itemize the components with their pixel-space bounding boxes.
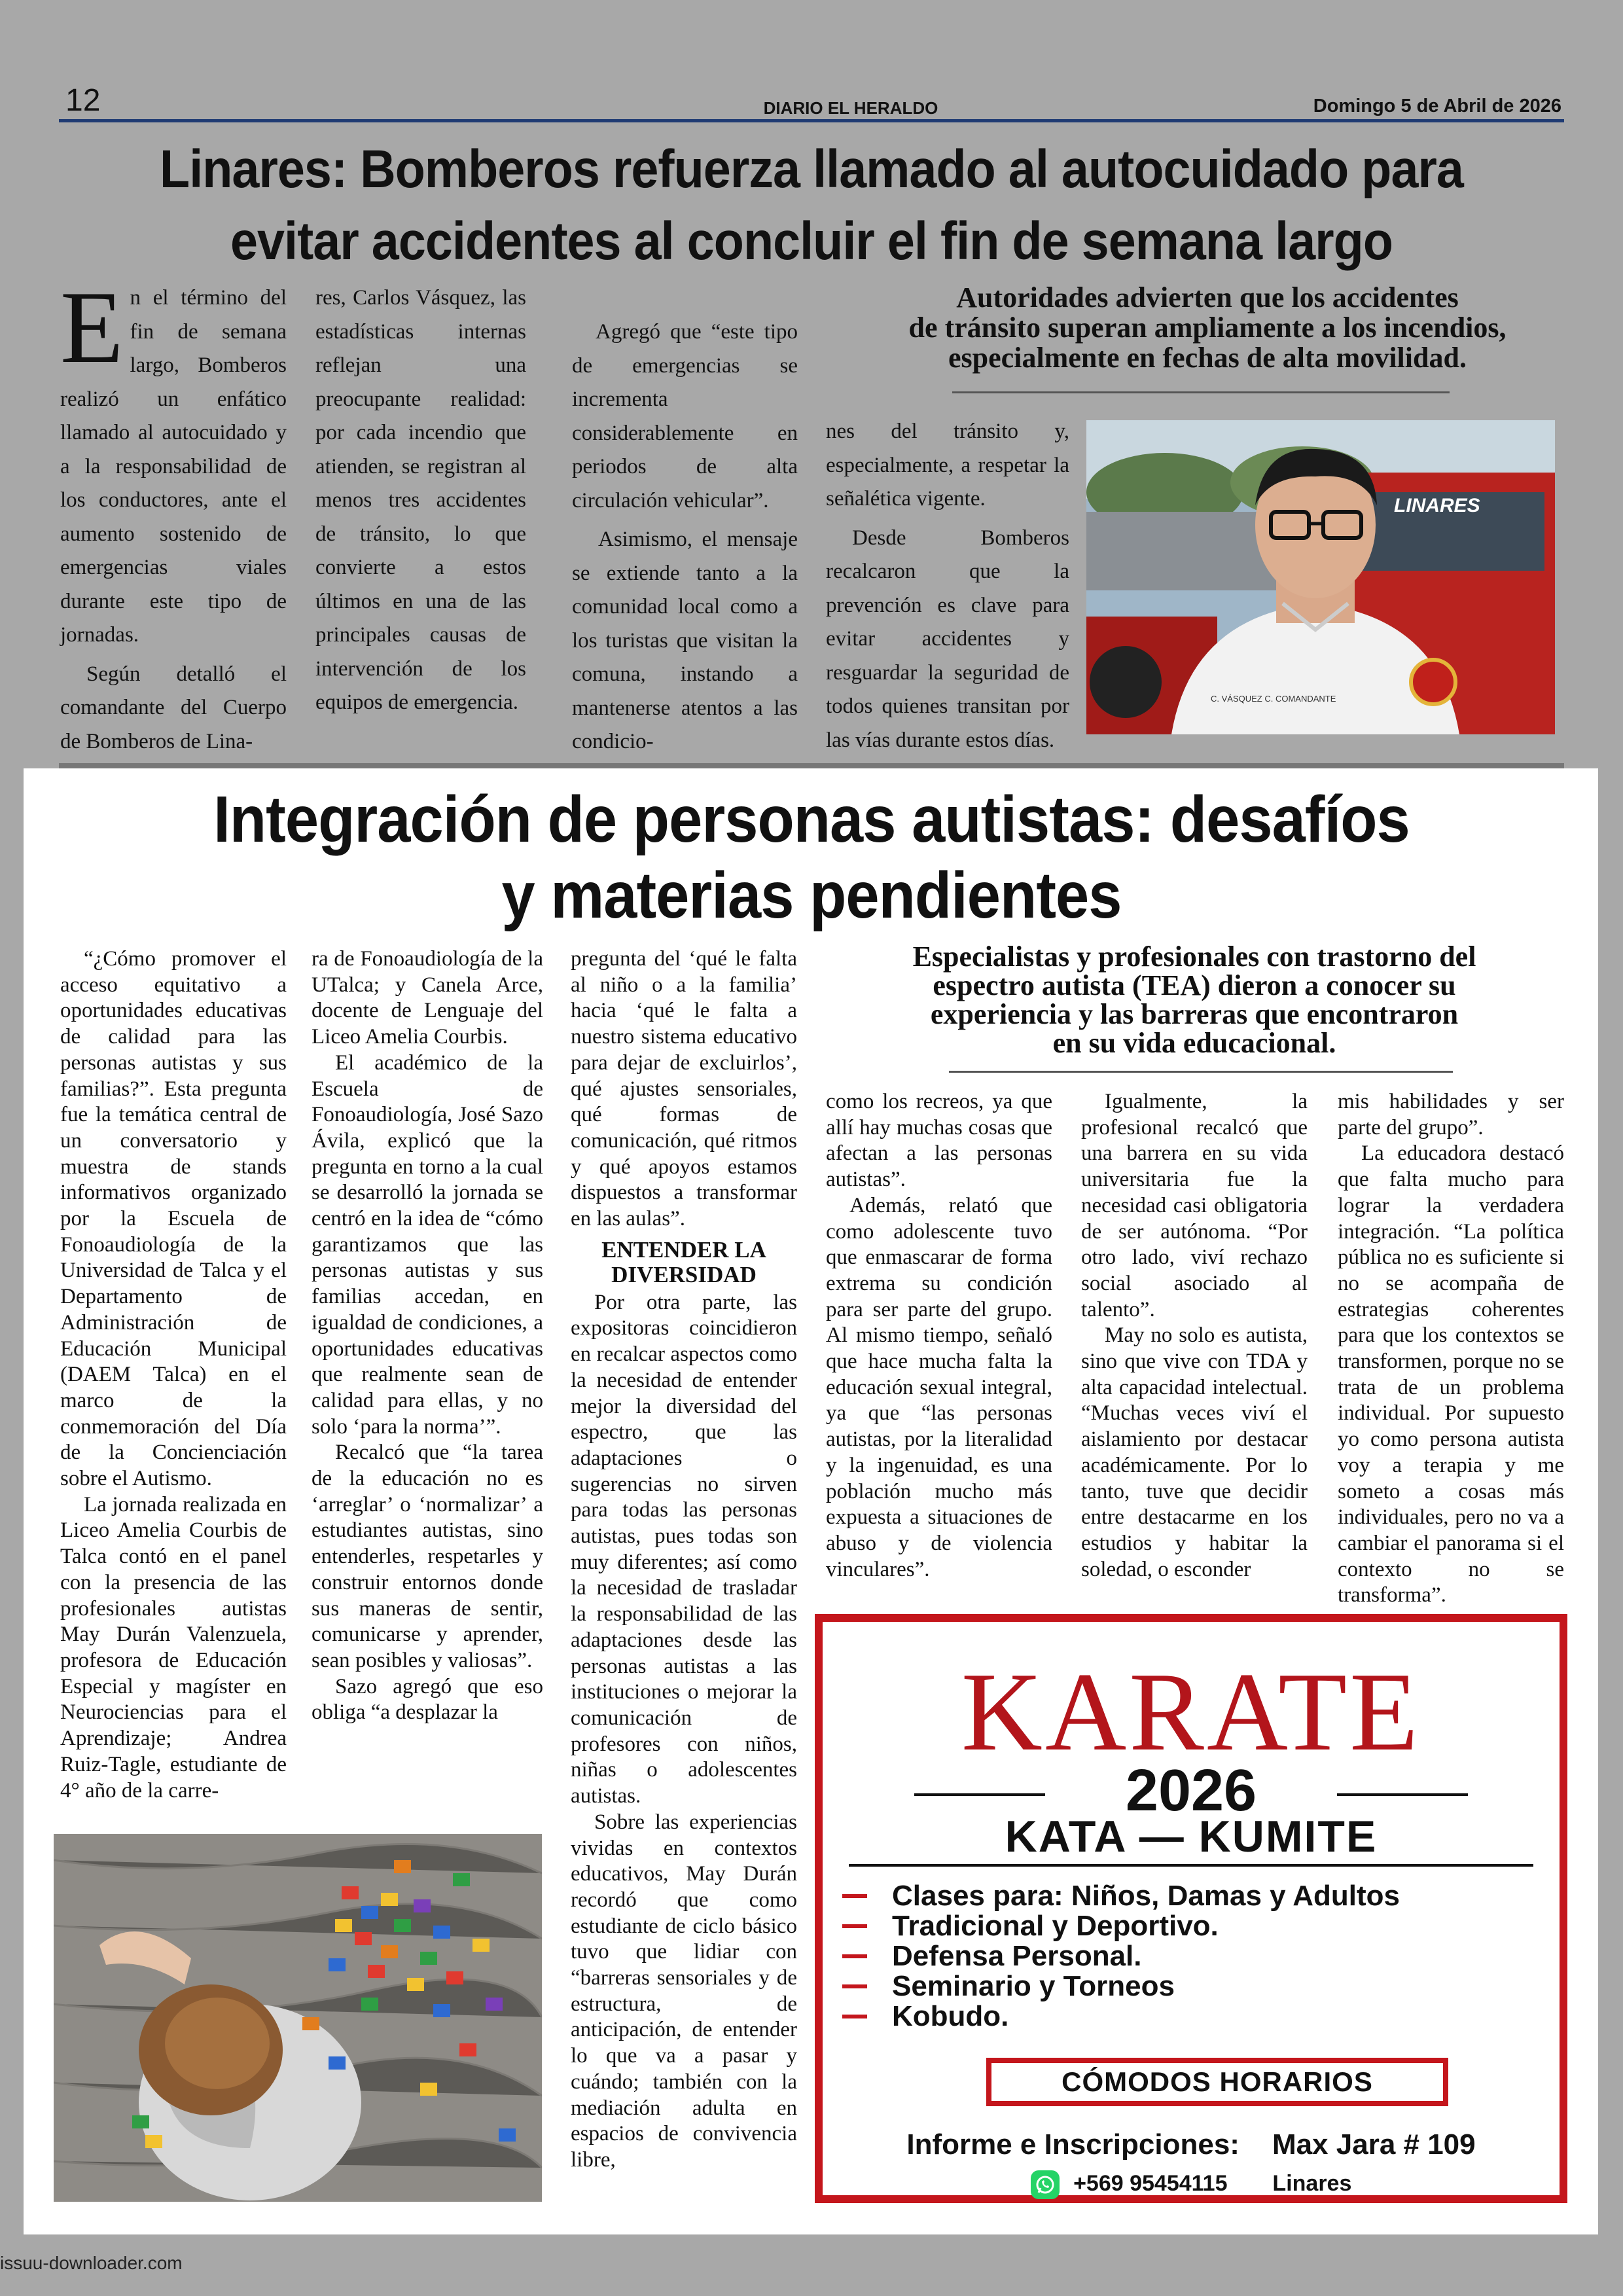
article1-col1-p1: n el término del fin de semana largo, Bomberos realizó un enfático llamado al autocuidado y a la responsabilidad de los conductores, ante el aumento sostenido de emergencias viales durante este tipo de jornadas. — [60, 286, 287, 647]
ad-schedule-box: CÓMODOS HORARIOS — [986, 2058, 1448, 2106]
dropcap: E — [60, 270, 124, 385]
article2-deck-line2: espectro autista (TEA) dieron a conocer su — [933, 969, 1456, 1001]
ad-subtitle: KATA — KUMITE — [1005, 1812, 1378, 1861]
bullet-dash-icon — [842, 2015, 867, 2018]
child-blocks-photo — [54, 1834, 542, 2202]
article2-deck-line3: experiencia y las barreras que encontraron — [930, 998, 1459, 1030]
ad-list-item — [842, 1881, 1549, 1911]
article2-col1-p1: “¿Cómo promover el acceso equitativo a oportunidades educativas de calidad para las personas autistas y sus familias?”. Esta pregunta fue la temática central de un conversatorio y muestra de stands informativos organizado por la Escuela de Fonoaudiología de la Universidad de Talca y el Departamento de Administración de Educación Municipal (DAEM Talca) en el marco de la conmemoración del Día de la Concienciación sobre el Autismo. — [60, 947, 287, 1491]
article1-deck-line3: especialmente en fechas de alta movilidad. — [948, 342, 1467, 374]
ad-phone-number: +569 95454115 — [1073, 2171, 1228, 2196]
commander-photo — [1086, 420, 1555, 734]
article1-headline-line1: Linares: Bomberos refuerza llamado al autocuidado para — [160, 139, 1463, 199]
article2-col5-p2: May no solo es autista, sino que vive con TDA y alta capacidad intelectual. “Muchas veces viví el aislamiento por destacar académicamente. Por lo tanto, tuve que decidir entre destacarme en los estudios y habitar la soledad, o esconder — [1081, 1323, 1308, 1581]
bullet-dash-icon — [842, 1954, 867, 1958]
article1-col1-p2: Según detalló el comandante del Cuerpo de Bomberos de Lina- — [60, 662, 287, 753]
watermark-footer: issuu-downloader.com — [0, 2253, 183, 2273]
article2-column-4 — [826, 1089, 1052, 1583]
bullet-dash-icon — [842, 1984, 867, 1988]
newspaper-name: DIARIO EL HERALDO — [763, 98, 938, 118]
article1-col4-p2: Desde Bomberos recalcaron que la prevención es clave para evitar accidentes y resguardar la seguridad de todos quienes transitan por las vías durante estos días. — [826, 526, 1069, 752]
ad-list-item — [842, 1941, 1549, 1971]
article2-column-3 — [571, 946, 797, 2174]
article1-col3-p1: Agregó que “este tipo de emergencias se incrementa considerablemente en periodos de alta circulación vehicular”. — [572, 320, 798, 512]
ad-year-line-right — [1337, 1793, 1468, 1796]
article1-headline — [119, 134, 1504, 278]
article1-column-1 — [60, 270, 287, 759]
article1-deck — [844, 283, 1571, 373]
article1-col3-p2: Asimismo, el mensaje se extiende tanto a la comunidad local como a los turistas que visitan la comuna, instando a mantenerse atentos a las condicio- — [572, 528, 798, 753]
article2-col1-p2: La jornada realizada en Liceo Amelia Courbis de Talca contó en el panel con la presencia de las profesionales autistas May Durán Valenzuela, profesora de Educación Especial y magíster en Neurociencias para el Aprendizaje; Andrea Ruiz-Tagle, estudiante de 4° año de la carre- — [60, 1492, 287, 1803]
article2-col3-p1: pregunta del ‘qué le falta al niño o a la familia’ hacia ‘qué le falta a nuestro sistema educativo para dejar de excluirlos’, qué ajustes sensoriales, qué formas de comunicación, qué ritmos y qué apoyos estamos dispuestos a transformar en las aulas”. — [571, 947, 797, 1231]
article1-column-4 — [826, 415, 1069, 757]
ad-list-item-label: Tradicional y Deportivo. — [892, 1910, 1219, 1942]
page-number: 12 — [65, 83, 101, 118]
article1-column-3 — [572, 315, 798, 759]
ad-address: Max Jara # 109 — [1272, 2128, 1476, 2161]
article2-headline-line2: y materias pendientes — [501, 859, 1122, 932]
bullet-dash-icon — [842, 1924, 867, 1928]
article2-col6-p2: La educadora destacó que falta mucho para lograr la verdadera integración. “La política pública no es suficiente si no se acompaña de estrategias coherentes para que los contextos se transformen, porque no se trata de un problema individual. Por supuesto yo como persona autista voy a terapia y me someto a cosas más individuales, pero no va a cambiar el panorama si el contexto no se transforma”. — [1338, 1141, 1564, 1607]
karate-ad — [815, 1614, 1567, 2203]
ad-year: 2026 — [1125, 1758, 1257, 1823]
article2-col2-p1: ra de Fonoaudiología de la UTalca; y Canela Arce, docente de Lenguaje del Liceo Amelia Courbis. — [312, 947, 543, 1049]
article2-column-2 — [312, 946, 543, 1726]
article2-col2-p2: El académico de la Escuela de Fonoaudiología, José Sazo Ávila, explicó que la pregunta en torno a la cual se desarrolló la jornada se centró en la idea de “cómo garantizamos que las personas autistas y sus familias accedan, en igualdad de condiciones, a oportunidades educativas que realmente sean de calidad para ellas, y no solo ‘para la norma’”. — [312, 1050, 543, 1439]
article2-col2-p4: Sazo agregó que eso obliga “a desplazar la — [312, 1674, 543, 1725]
article2-deck-rule — [949, 1071, 1453, 1073]
article2-subhead-line2: DIVERSIDAD — [611, 1261, 757, 1287]
article2-deck-line1: Especialistas y profesionales con trastorno del — [912, 941, 1476, 973]
ad-rule — [849, 1864, 1533, 1867]
whatsapp-icon — [1031, 2170, 1060, 2199]
ad-list-item — [842, 1911, 1549, 1941]
article2-col4-p2: Además, relató que como adolescente tuvo que enmascarar de forma extrema su condición para ser parte del grupo. Al mismo tiempo, señaló que hace mucha falta la educación sexual integral, ya que “las personas autistas, por la literalidad y la ingenuidad, es una población mucho más expuesta a situaciones de abuso y de violencia vinculares”. — [826, 1193, 1052, 1581]
issue-date: Domingo 5 de Abril de 2026 — [1313, 96, 1561, 117]
article1-col4-p1: nes del tránsito y, especialmente, a respetar la señalética vigente. — [826, 420, 1069, 511]
article2-subhead-line1: ENTENDER LA — [601, 1236, 766, 1263]
article2-col4-p1: como los recreos, ya que allí hay muchas cosas que afectan a las personas autistas”. — [826, 1090, 1052, 1192]
section-divider — [59, 763, 1564, 768]
article2-deck-line4: en su vida educacional. — [1052, 1027, 1336, 1059]
article2-headline-line1: Integración de personas autistas: desafíos — [213, 783, 1410, 856]
article1-deck-line1: Autoridades advierten que los accidentes — [956, 281, 1459, 314]
article1-column-2 — [315, 281, 526, 720]
article2-column-5 — [1081, 1089, 1308, 1583]
article2-col3-p2: Por otra parte, las expositoras coincidieron en recalcar aspectos como la necesidad de entender mejor la diversidad del espectro, que las adaptaciones o sugerencias no sirven para todas las personas autistas, pues todas son muy diferentes; así como la necesidad de trasladar la responsabilidad de las adaptaciones desde las personas autistas a las instituciones o mejorar la comunicación de profesores con niños, niñas o adolescentes autistas. — [571, 1290, 797, 1808]
photo-name-badge: C. VÁSQUEZ C. COMANDANTE — [1211, 694, 1336, 704]
ad-info-label: Informe e Inscripciones: — [906, 2128, 1240, 2161]
commander-photo-illustration — [1086, 420, 1555, 734]
ad-list-item — [842, 2001, 1549, 2032]
article1-headline-line2: evitar accidentes al concluir el fin de semana largo — [230, 211, 1393, 271]
header-rule — [59, 119, 1564, 122]
article2-col3-p3: Sobre las experiencias vividas en contextos educativos, May Durán recordó que como estudiante de ciclo básico tuvo que lidiar con “barreras sensoriales y de estructura, de anticipación, de entender lo que va a pasar y cuándo; también con la mediación adulta en espacios de convivencia libre, — [571, 1810, 797, 2172]
article2-col5-p1: Igualmente, la profesional recalcó que una barrera en su vida universitaria fue la necesidad casi obligatoria de ser autónoma. “Por otro lado, viví rechazo social asociado al talento”. — [1081, 1090, 1308, 1321]
ad-title: KARATE — [961, 1650, 1421, 1774]
ad-city: Linares — [1272, 2171, 1352, 2196]
article2-column-1 — [60, 946, 287, 1804]
ad-list-item-label: Seminario y Torneos — [892, 1970, 1175, 2002]
child-blocks-illustration — [54, 1834, 542, 2202]
ad-phone-row — [823, 2169, 1560, 2199]
article2-subhead — [571, 1238, 797, 1287]
ad-list-item-label: Kobudo. — [892, 2000, 1009, 2032]
bullet-dash-icon — [842, 1894, 867, 1898]
article2-col2-p3: Recalcó que “la tarea de la educación no es ‘arreglar’ o ‘normalizar’ a estudiantes autistas, sino entenderles, respetarles y construir entornos donde sus maneras de sentir, comunicarse y aprender, sean posibles y valiosas”. — [312, 1441, 543, 1672]
article2-headline — [119, 781, 1504, 933]
article1-col2-p1: res, Carlos Vásquez, las estadísticas internas reflejan una preocupante realidad: por cada incendio que atienden, se registran al menos tres accidentes de tránsito, lo que convierte a estos últimos en una de las principales causas de intervención de los equipos de emergencia. — [315, 286, 526, 714]
article1-deck-line2: de tránsito superan ampliamente a los incendios, — [908, 312, 1507, 344]
article2-col6-p1: mis habilidades y ser parte del grupo”. — [1338, 1090, 1564, 1139]
ad-list-item — [842, 1971, 1549, 2001]
ad-list-item-label: Defensa Personal. — [892, 1940, 1142, 1972]
article2-column-6 — [1338, 1089, 1564, 1609]
truck-lettering: LINARES — [1394, 495, 1480, 516]
ad-class-list — [842, 1881, 1549, 2032]
ad-contact — [823, 2128, 1560, 2161]
article2-deck — [825, 942, 1564, 1058]
ad-list-item-label: Clases para: Niños, Damas y Adultos — [892, 1880, 1400, 1912]
article1-deck-rule — [952, 391, 1450, 393]
